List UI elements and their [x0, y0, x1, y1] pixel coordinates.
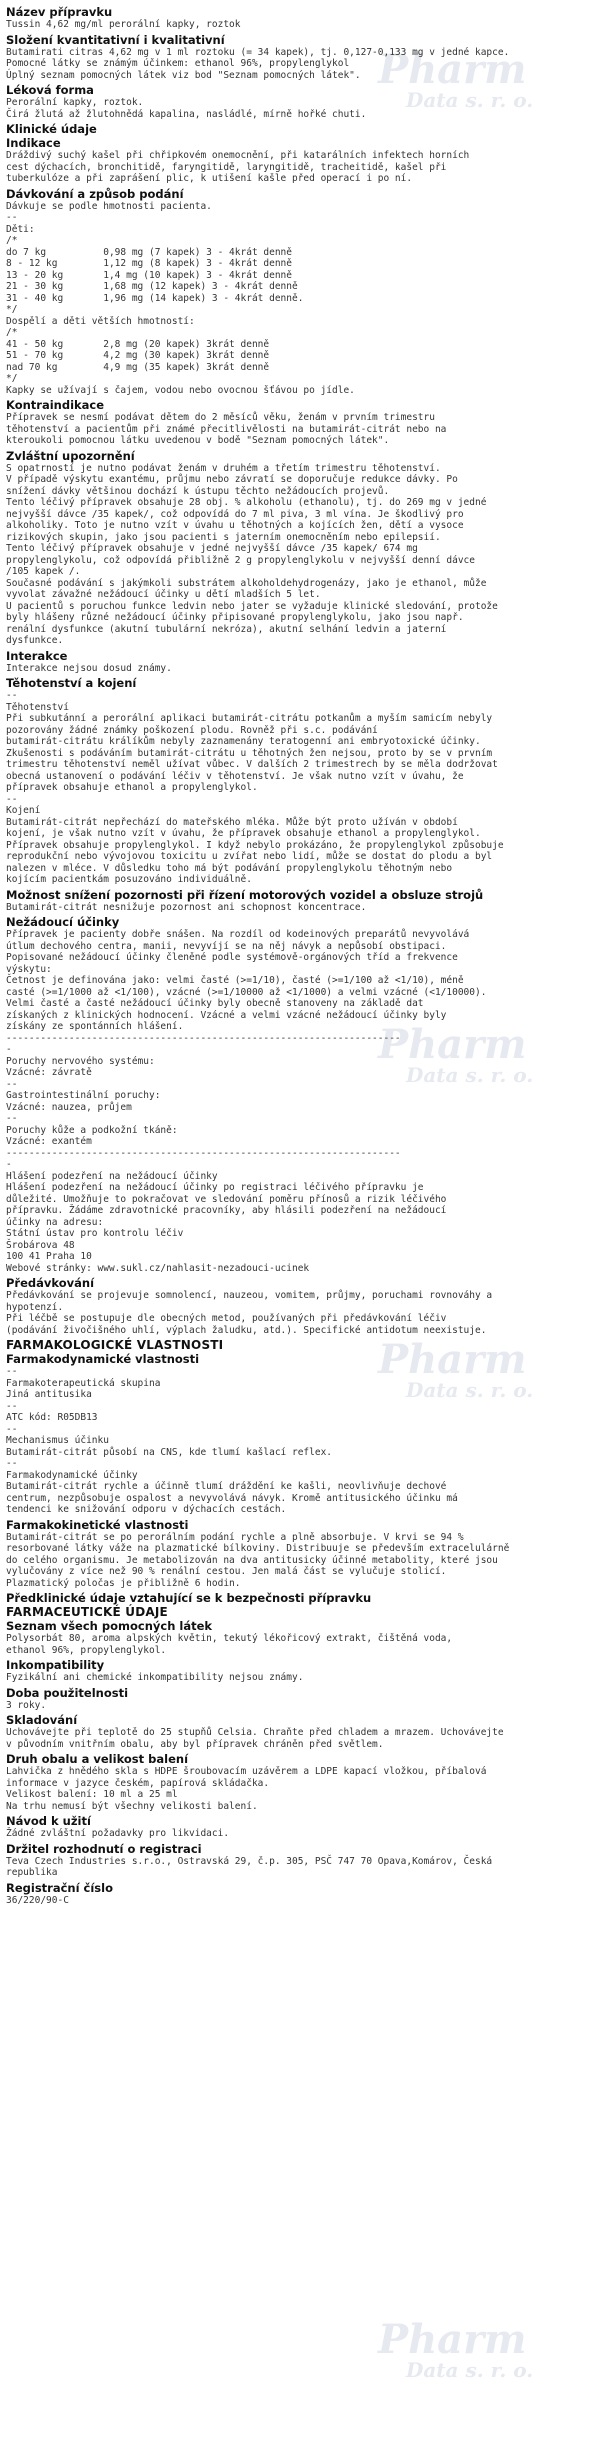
- section-title: Dávkování a způsob podání: [6, 186, 184, 201]
- section-text: Tussin 4,62 mg/ml perorální kapky, roztok: [6, 19, 241, 30]
- section-title: Inkompatibility: [6, 1658, 105, 1672]
- section-obal: [6, 1752, 596, 1812]
- section-text: Butamirati citras 4,62 mg v 1 ml roztoku (= 34 kapek), tj. 0,127-0,133 mg v jedné kapce. Pomocné látky se známým účinkem: ethanol 96%, propylenglykol Úplný seznam pomocných látek viz bod "Seznam pomocných látek".: [6, 46, 510, 81]
- section-navod: [6, 1814, 596, 1840]
- section-text: -- Farmakoterapeutická skupina Jiná antitusika -- ATC kód: R05DB13 -- Mechanismus účinku Butamirát-citrát působí na CNS, kde tlumí kašlací reflex. -- Farmakodynamické účinky Butamirát-citrát rychle a účinně tlumí dráždění ke kašli, neovlivňuje dechové centrum, nezpůsobuje ospalost a nevyvolává návyk. Kromě antitusického účinku má tendenci ke snižování odporu v dýchacích cestách.: [6, 1366, 458, 1515]
- section-forma: [6, 83, 596, 120]
- section-title: Složení kvantitativní i kvalitativní: [6, 32, 225, 47]
- section-text: Přípravek se nesmí podávat dětem do 2 měsíců věku, ženám v prvním trimestru těhotenství a pacientům při známé přecitlivělosti na butamirát-citrát nebo na kteroukoli pomocnou látku uvedenou v bodě "Seznam pomocných látek".: [6, 412, 447, 446]
- pharmdata-watermark: Pharm Data s. r. o.: [378, 2316, 534, 2382]
- section-title: Zvláštní upozornění: [6, 448, 135, 463]
- section-interakce: [6, 649, 596, 675]
- section-title: Předávkování: [6, 1276, 95, 1290]
- section-title: Léková forma: [6, 83, 94, 97]
- section-text: Teva Czech Industries s.r.o., Ostravská 29, č.p. 305, PSČ 747 70 Opava,Komárov, Česká republika: [6, 1855, 493, 1878]
- section-inkompatibility: [6, 1658, 596, 1684]
- section-davkovani: [6, 187, 596, 397]
- section-text: Lahvička z hnědého skla s HDPE šroubovacím uzávěrem a LDPE kapací vložkou, příbalová informace v jazyce českém, papírová skládačka. Velikost balení: 10 ml a 25 ml Na trhu nemusí být všechny velikosti balení.: [6, 1766, 487, 1812]
- section-predklinicke: [6, 1591, 596, 1605]
- section-text: S opatrností je nutno podávat ženám v druhém a třetím trimestru těhotenství. V případě výskytu exantému, průjmu nebo závratí se doporučuje redukce dávky. Po snížení dávky většinou dochází k ústupu těchto nežádoucích projevů. Tento léčivý přípravek obsahuje 28 obj. % alkoholu (ethanolu), tj. do 269 mg v jedné nejvyšší dávce /35 kapek/, což odpovídá do 7 ml piva, 3 ml vína. Je škodlivý pro alkoholiky. Toto je nutno vzít v úvahu u těhotných a kojících žen, dětí a vysoce rizikových skupin, jako jsou pacienti s jaterním onemocněním nebo epilepsií. Tento léčivý přípravek obsahuje v jedné nejvyšší dávce /35 kapek/ 674 mg propylenglykolu, což odpovídá přibližně 2 g propylenglykolu v nejvyšší denní dávce /105 kapek /. Současné podávání s jakýmkoli substrátem alkoholdehydrogenázy, jako je ethanol, může vyvolat závažné nežádoucí účinky u dětí mladších 5 let. U pacientů s poruchou funkce ledvin nebo jater se vyžaduje klinické sledování, protože byly hlášeny různé nežádoucí účinky připisované propylenglykolu, jako jsou např. renální dysfunkce (akutní tubulární nekróza), akutní selhání ledvin a jaterní dysfunkce.: [6, 462, 498, 646]
- spc-document: [6, 5, 596, 2382]
- section-farmakodynamicke: [6, 1352, 596, 1516]
- section-rizeni: [6, 888, 596, 914]
- section-text: Butamirát-citrát se po perorálním podání rychle a plně absorbuje. V krvi se 94 % resorbované látky váže na plazmatické bílkoviny. Distribuuje se především extracelulárně do celého organismu. Je metabolizován na dva antitusicky účinné metabolity, které jsou vylučovány z více než 90 % renální cestou. Jen malá část se vylučuje stolicí. Plazmatický poločas je přibližně 6 hodin.: [6, 1531, 510, 1589]
- section-kontraindikace: [6, 398, 596, 447]
- section-farmaceuticke: [6, 1605, 596, 1619]
- section-title: Nežádoucí účinky: [6, 915, 120, 929]
- section-title: FARMACEUTICKÉ ÚDAJE: [6, 1605, 168, 1619]
- section-title: Druh obalu a velikost balení: [6, 1752, 189, 1766]
- section-title: Skladování: [6, 1713, 78, 1727]
- pharmdata-watermark: Pharm Data s. r. o.: [378, 1021, 534, 1087]
- section-tehotenstvi: [6, 676, 596, 886]
- section-skladovani: [6, 1713, 596, 1750]
- section-text: Přípravek je pacienty dobře snášen. Na rozdíl od kodeinových preparátů nevyvolává útlum dechového centra, manii, nevyvíjí se na něj návyk a nepůsobí obstipaci. Popisované nežádoucí účinky členěné podle systémově-orgánových tříd a frekvence výskytu: Četnost je definována jako: velmi časté (>=1/10), časté (>=1/100 až <1/10), méně casté (>=1/1000 až <1/100), vzácné (>=1/10000 až <1/1000) a velmi vzácné (<1/10000). Velmi časté a časté nežádoucí účinky byly obecně stanoveny na základě dat získaných z klinických hodnocení. Vzácné a velmi vzácné nežádoucí účinky byly získány ze spontánních hlášení. --------------------------------------------------------------------- - Poruchy nervového systému: Vzácné: závratě -- Gastrointestinální poruchy: Vzácné: nauzea, průjem -- Poruchy kůže a podkožní tkáně: Vzácné: exantém --------------------------------------------------------------------- - Hlášení podezření na nežádoucí účinky Hlášení podezření na nežádoucí účinky po registraci léčivého přípravku je důležité. Umožňuje to pokračovat ve sledování poměru přínosů a rizik léčivého přípravku. Žádáme zdravotnické pracovníky, aby hlásili podezření na nežádoucí účinky na adresu: Státní ústav pro kontrolu léčiv Šrobárova 48 100 41 Praha 10 Webové stránky: www.sukl.cz/nahlasit-nezadouci-ucinek: [6, 929, 487, 1274]
- section-nazev: [6, 5, 596, 31]
- section-text: Žádné zvláštní požadavky pro likvidaci.: [6, 1828, 230, 1839]
- section-title: Název přípravku: [6, 5, 113, 19]
- section-title: Interakce: [6, 648, 68, 663]
- section-pomocne: [6, 1619, 596, 1656]
- section-text: Interakce nejsou dosud známy.: [6, 662, 172, 674]
- section-title: Kontraindikace: [6, 398, 105, 412]
- section-farmakokineticke: [6, 1518, 596, 1590]
- section-title: Farmakodynamické vlastnosti: [6, 1352, 200, 1366]
- pharmdata-watermark: Pharm Data s. r. o.: [378, 1336, 534, 1402]
- section-title: Předklinické údaje vztahující se k bezpečnosti přípravku: [6, 1591, 372, 1605]
- section-upozorneni: [6, 449, 596, 647]
- section-text: Butamirát-citrát nesnižuje pozornost ani schopnost koncentrace.: [6, 901, 367, 913]
- section-text: Dávkuje se podle hmotnosti pacienta. -- Děti: /* do 7 kg 0,98 mg (7 kapek) 3 - 4krát denně 8 - 12 kg 1,12 mg (8 kapek) 3 - 4krát denně 13 - 20 kg 1,4 mg (10 kapek) 3 - 4krát denně 21 - 30 kg 1,68 mg (12 kapek) 3 - 4krát denně 31 - 40 kg 1,96 mg (14 kapek) 3 - 4krát denně. */ Dospělí a děti větších hmotností: /* 41 - 50 kg 2,8 mg (20 kapek) 3krát denně 51 - 70 kg 4,2 mg (30 kapek) 3krát denně nad 70 kg 4,9 mg (35 kapek) 3krát denně */ Kapky se užívají s čajem, vodou nebo ovocnou šťávou po jídle.: [6, 200, 355, 396]
- section-title: Možnost snížení pozornosti při řízení motorových vozidel a obsluze strojů: [6, 887, 484, 902]
- section-title: Doba použitelnosti: [6, 1685, 129, 1700]
- section-text: 36/220/90-C: [6, 1894, 69, 1906]
- section-text: Uchovávejte při teplotě do 25 stupňů Celsia. Chraňte před chladem a mrazem. Uchovávejte v původním vnitřním obalu, aby byl přípravek chráněn před světlem.: [6, 1727, 504, 1750]
- section-text: Perorální kapky, roztok. Čirá žlutá až žlutohnědá kapalina, nasládlé, mírně hořké chuti.: [6, 97, 367, 120]
- section-title: Těhotenství a kojení: [6, 676, 137, 690]
- section-indikace: [6, 136, 596, 185]
- section-predavkovani: [6, 1276, 596, 1336]
- section-text: Polysorbát 80, aroma alpských květin, tekutý lékořicový extrakt, čištěná voda, ethanol 96%, propylenglykol.: [6, 1633, 453, 1656]
- section-nezadouci: [6, 915, 596, 1274]
- section-registracni: [6, 1881, 596, 1907]
- section-title: FARMAKOLOGICKÉ VLASTNOSTI: [6, 1338, 224, 1352]
- section-title: Návod k užití: [6, 1814, 91, 1828]
- section-klinicke: [6, 122, 596, 136]
- section-text: -- Těhotenství Při subkutánní a perorální aplikaci butamirát-citrátu potkanům a myším samicím nebyly pozorovány žádné známky poškození plodu. Rovněž při s.c. podávání butamirát-citrátu králíkům nebyly zaznamenány teratogenní ani embryotoxické účinky. Zkušenosti s podáváním butamirát-citrátu u těhotných žen nejsou, proto by se v prvním trimestru těhotenství neměl užívat vůbec. V dalších 2 trimestrech by se měla dodržovat obecná ustanovení o podávání léčiv v těhotenství. Je však nutno vzít v úvahu, že přípravek obsahuje ethanol a propylenglykol. -- Kojení Butamirát-citrát nepřechází do mateřského mléka. Může být proto užíván v období kojení, je však nutno vzít v úvahu, že přípravek obsahuje ethanol a propylenglykol. Přípravek obsahuje propylenglykol. I když nebylo prokázáno, že propylenglykol způsobuje reprodukční nebo vývojovou toxicitu u zvířat nebo lidí, může se dostat do plodu a byl nalezen v mléce. V důsledku toho má být podávání propylenglykolu těhotným nebo kojícím pacientkám posuzováno individuálně.: [6, 690, 504, 885]
- section-title: Indikace: [6, 136, 61, 150]
- section-title: Seznam všech pomocných látek: [6, 1619, 213, 1633]
- section-text: Předávkování se projevuje somnolencí, nauzeou, vomitem, průjmy, poruchami rovnováhy a hypotenzí. Při léčbě se postupuje dle obecných metod, používaných při předávkování léčiv (podávání živočišného uhlí, výplach žaludku, atd.). Specifické antidotum neexistuje.: [6, 1290, 493, 1336]
- section-text: Dráždivý suchý kašel při chřipkovém onemocnění, při katarálních infektech horních cest dýchacích, bronchitidě, faryngitidě, laryngitidě, tracheitidě, kašel při tuberkulóze a při zaprášení plic, k utišení kašle před operací i po ní.: [6, 150, 470, 184]
- section-title: Držitel rozhodnutí o registraci: [6, 1841, 202, 1856]
- section-title: Farmakokinetické vlastnosti: [6, 1517, 189, 1532]
- pharmdata-watermark: Pharm Data s. r. o.: [378, 46, 534, 112]
- section-title: Registrační číslo: [6, 1880, 113, 1895]
- section-slozeni: [6, 33, 596, 82]
- section-title: Klinické údaje: [6, 122, 97, 136]
- section-doba: [6, 1686, 596, 1712]
- section-text: 3 roky.: [6, 1699, 47, 1711]
- section-farmakologicke: [6, 1338, 596, 1352]
- section-text: Fyzikální ani chemické inkompatibility nejsou známy.: [6, 1672, 304, 1683]
- section-drzitel: [6, 1842, 596, 1879]
